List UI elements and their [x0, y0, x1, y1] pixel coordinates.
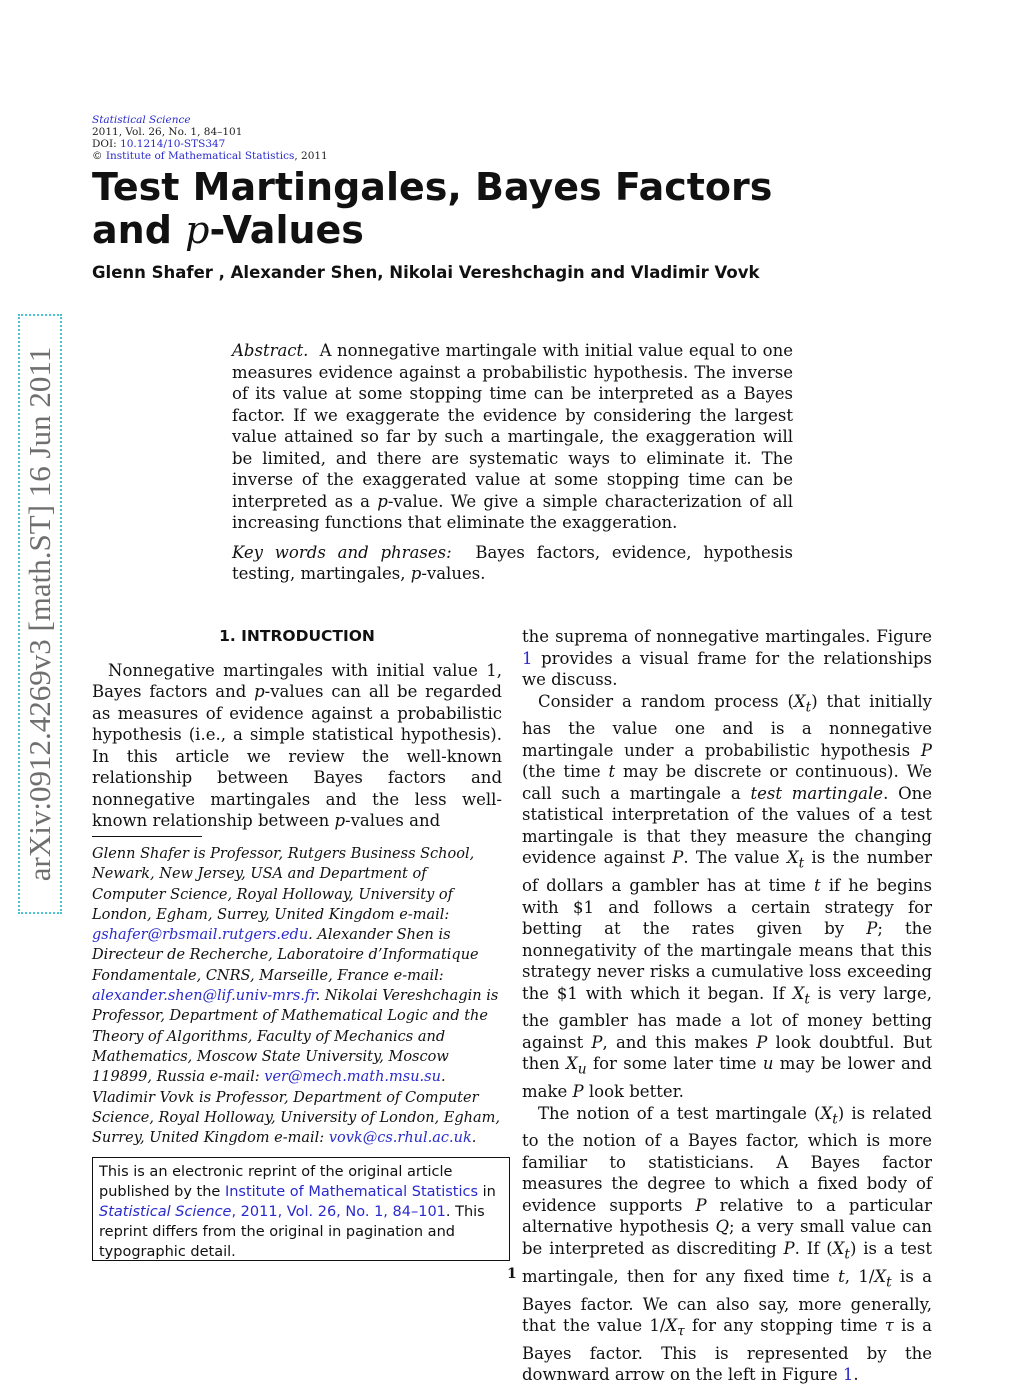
abstract: Abstract. A nonnegative martingale with initial value equal to one measures evidence against a probabilistic hypothesis. The inverse of its value at some stopping time can be interpreted as a Bayes factor. If we exaggerate the evidence by considering the largest value attained so far by such a martingale, the exaggeration will be limited, and there are systematic ways to eliminate it. The inverse of the exaggerated value at some stopping time can be interpreted as a p-value. We give a simple characterization of all increasing functions that eliminate the exaggeration. Key words and phrases: Bayes factors, evidence, hypothesis testing, martingales, p-values. — [232, 341, 793, 583]
figure-ref-link[interactable]: 1 — [842, 1365, 854, 1385]
abstract-label: Abstract. — [232, 341, 309, 360]
intro-paragraph: Nonnegative martingales with initial value 1, Bayes factors and p-values can all be regarded as measures of evidence against a probabilistic hypothesis (i.e., a simple statistical hypothesis). In this article we review the well-known relationship between Bayes factors and nonnegative martingales and the less well-known relationship between p-values and — [92, 660, 502, 830]
reprint-notice: This is an electronic reprint of the original article published by the Institute of Mathematical Statistics in Statistical Science, 2011, Vol. 26, No. 1, 84–101. This reprint differs from the original in pagination and typographic detail. — [92, 1157, 510, 1261]
doi-link[interactable]: 10.1214/10-STS347 — [120, 138, 226, 150]
citation-link[interactable]: , 2011, Vol. 26, No. 1, 84–101 — [231, 1204, 446, 1220]
email-link[interactable]: alexander.shen@lif.univ-mrs.fr — [92, 988, 316, 1005]
email-link[interactable]: gshafer@rbsmail.rutgers.edu — [92, 927, 309, 944]
journal-link[interactable]: Statistical Science — [92, 114, 191, 126]
arxiv-stamp — [18, 314, 62, 914]
body-paragraph: the suprema of nonnegative martingales. Figure 1 provides a visual frame for the relationships we discuss. — [522, 627, 932, 689]
institute-link[interactable]: Institute of Mathematical Statistics — [105, 150, 295, 162]
email-link[interactable]: ver@mech.math.msu.su — [264, 1069, 441, 1086]
body-paragraph: Consider a random process $(X_t)$ that initially has the value one and is a nonnegative martingale under a probabilistic hypothesis P (the time t may be discrete or continuous). We call such a martingale a test martingale. One statistical interpretation of the values of a test martingale is that they measure the changing evidence against P. The value $X_t$ is the number of dollars a gambler has at time t if he begins with $1 and follows a certain strategy for betting at the rates given by P; the nonnegativity of the martingale means that this strategy never risks a cumulative loss exceeding the $1 with which it began. If $X_t$ is very large, the gambler has made a lot of money betting against P, and this makes P look doubtful. But then $X_u$ for some later time u may be lower and make P look better. — [522, 691, 932, 1102]
journal-header: Statistical Science 2011, Vol. 26, No. 1, 84–101 DOI: 10.1214/10-STS347 © Institute of Mathematical Statistics, 2011 — [92, 114, 328, 162]
email-link[interactable]: vovk@cs.rhul.ac.uk — [328, 1130, 472, 1147]
arxiv-id: arXiv:0912.4269v3 [math.ST] 16 Jun 2011 — [22, 346, 57, 882]
institute-link[interactable]: Institute of Mathematical Statistics — [224, 1184, 479, 1200]
right-column — [522, 626, 932, 1386]
keywords: Key words and phrases: Bayes factors, evidence, hypothesis testing, martingales, p-values. — [232, 542, 793, 583]
section-heading: 1. INTRODUCTION — [219, 627, 375, 645]
left-column — [92, 626, 502, 832]
journal-link[interactable]: Statistical Science — [99, 1204, 232, 1220]
footnote-rule — [92, 836, 202, 837]
body-paragraph: The notion of a test martingale $(X_t)$ is related to the notion of a Bayes factor, which is more familiar to statisticians. A Bayes factor measures the degree to which a fixed body of evidence supports P relative to a particular alternative hypothesis Q; a very small value can be interpreted as discrediting P. If $(X_t)$ is a test martingale, then for any fixed time t, $1/X_t$ is a Bayes factor. We can also say, more generally, that the value $1/X_\tau$ for any stopping time τ is a Bayes factor. This is represented by the downward arrow on the left in Figure 1. — [522, 1103, 933, 1385]
author-list: Glenn Shafer , Alexander Shen, Nikolai Vereshchagin and Vladimir Vovk — [92, 263, 760, 282]
copyright-icon: © — [92, 150, 103, 162]
author-affiliations: Glenn Shafer is Professor, Rutgers Business School, Newark, New Jersey, USA and Department of Computer Science, Royal Holloway, University of London, Egham, Surrey, United Kingdom e-mail: gshafer@rbsmail.rutgers.edu. Alexander Shen is Directeur de Recherche, Laboratoire d’Informatique Fondamentale, CNRS, Marseille, France e-mail: alexander.shen@lif.univ-mrs.fr. Nikolai Vereshchagin is Professor, Department of Mathematical Logic and the Theory of Algorithms, Faculty of Mechanics and Mathematics, Moscow State University, Moscow 119899, Russia e-mail: ver@mech.math.msu.su. Vladimir Vovk is Professor, Department of Computer Science, Royal Holloway, University of London, Egham, Surrey, United Kingdom e-mail: vovk@cs.rhul.ac.uk. — [92, 846, 500, 1147]
paper-title: Test Martingales, Bayes Factors and p-Values — [92, 165, 773, 252]
page-number: 1 — [507, 1266, 517, 1282]
figure-ref-link[interactable]: 1 — [522, 648, 533, 668]
issue-info: 2011, Vol. 26, No. 1, 84–101 — [92, 126, 243, 138]
